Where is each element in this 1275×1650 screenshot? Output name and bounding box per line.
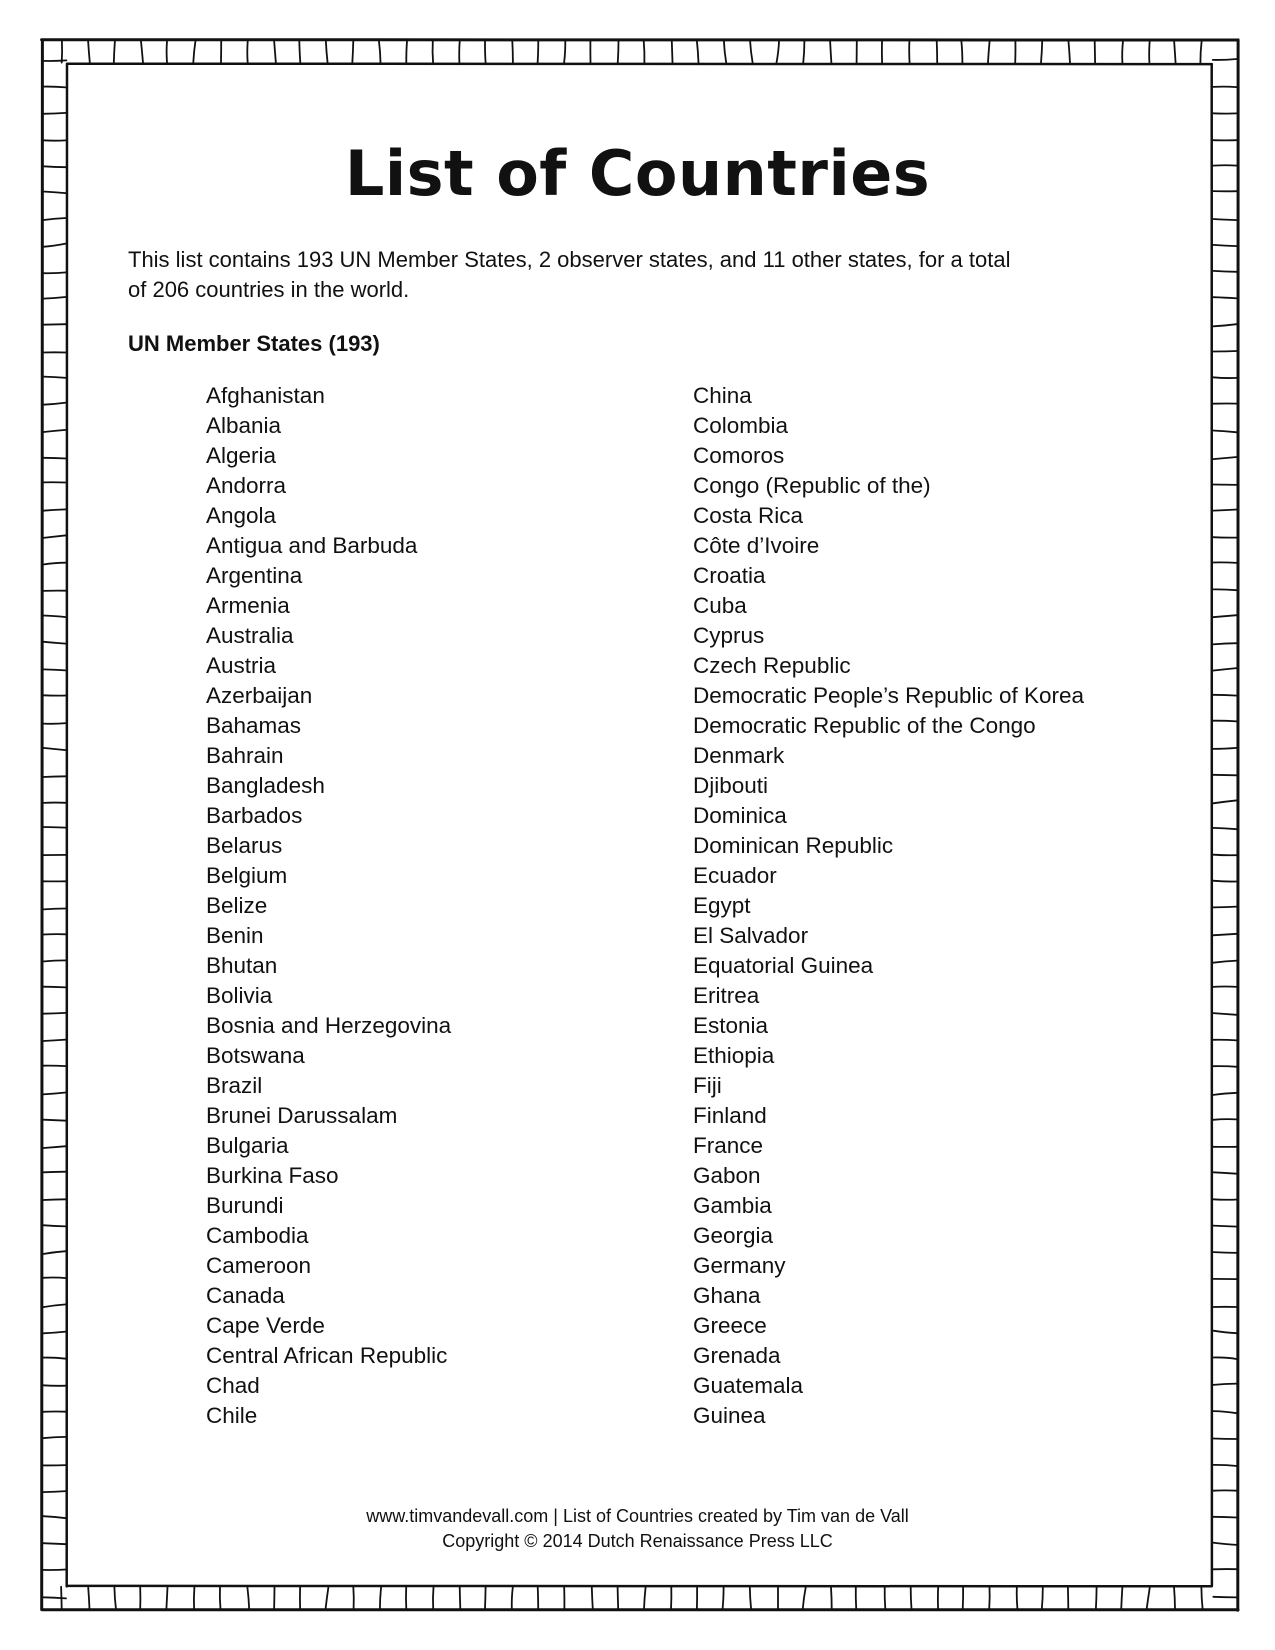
country-list-item: Argentina — [206, 563, 303, 588]
country-list-item: Cambodia — [206, 1223, 309, 1248]
country-list-item: Guinea — [693, 1403, 766, 1428]
footer-copyright: Copyright © 2014 Dutch Renaissance Press LLC — [442, 1531, 833, 1551]
country-list-item: Denmark — [693, 743, 785, 768]
intro-paragraph — [128, 245, 1058, 305]
country-list-item: Cyprus — [693, 623, 765, 648]
country-list-item: Bhutan — [206, 953, 278, 978]
country-list-item: Angola — [206, 503, 277, 528]
country-list-item: Gambia — [693, 1193, 772, 1218]
country-list-item: Australia — [206, 623, 294, 648]
country-list-item: Brunei Darussalam — [206, 1103, 398, 1128]
country-list-item: Costa Rica — [693, 503, 804, 528]
country-list-item: Ghana — [693, 1283, 761, 1308]
country-list-item: Canada — [206, 1283, 285, 1308]
country-list-item: Belize — [206, 893, 268, 918]
country-list-item: Austria — [206, 653, 277, 678]
country-list-item: Brazil — [206, 1073, 263, 1098]
country-list-item: Botswana — [206, 1043, 305, 1068]
country-list-item: Afghanistan — [206, 383, 325, 408]
country-list-item: Eritrea — [693, 983, 760, 1008]
country-list-item: Colombia — [693, 413, 789, 438]
country-list-item: Democratic People’s Republic of Korea — [693, 683, 1085, 708]
country-list-item: Antigua and Barbuda — [206, 533, 418, 558]
country-list-item: Benin — [206, 923, 264, 948]
country-list-item: Central African Republic — [206, 1343, 448, 1368]
country-list-item: Democratic Republic of the Congo — [693, 713, 1036, 738]
country-list-item: Djibouti — [693, 773, 769, 798]
country-list-item: Burundi — [206, 1193, 284, 1218]
country-list-item: Albania — [206, 413, 282, 438]
country-list-item: Bulgaria — [206, 1133, 289, 1158]
country-list-item: Gabon — [693, 1163, 761, 1188]
country-list-item: Burkina Faso — [206, 1163, 339, 1188]
country-list-item: Croatia — [693, 563, 766, 588]
country-list-item: Chad — [206, 1373, 260, 1398]
country-list-item: Egypt — [693, 893, 751, 918]
country-list-item: Grenada — [693, 1343, 781, 1368]
country-list-item: Barbados — [206, 803, 303, 828]
intro-line-2: of 206 countries in the world. — [128, 277, 410, 302]
country-list-item: Bangladesh — [206, 773, 325, 798]
page-title: List of Countries — [344, 137, 931, 210]
country-list-item: Bosnia and Herzegovina — [206, 1013, 452, 1038]
country-list-item: Comoros — [693, 443, 785, 468]
country-list-item: Estonia — [693, 1013, 769, 1038]
country-list-item: Finland — [693, 1103, 767, 1128]
country-list-item: Algeria — [206, 443, 277, 468]
country-list-item: Côte d’Ivoire — [693, 533, 820, 558]
country-list-item: Andorra — [206, 473, 287, 498]
country-list-item: Czech Republic — [693, 653, 851, 678]
country-list-item: France — [693, 1133, 764, 1158]
country-list-item: Dominican Republic — [693, 833, 894, 858]
country-list-item: Bolivia — [206, 983, 273, 1008]
country-list-item: Ethiopia — [693, 1043, 775, 1068]
country-list-item: Belgium — [206, 863, 288, 888]
intro-line-1: This list contains 193 UN Member States, 2 observer states, and 11 other states, for a total — [128, 247, 1011, 272]
country-list-item: Congo (Republic of the) — [693, 473, 931, 498]
country-list-item: Chile — [206, 1403, 258, 1428]
country-list-item: Cameroon — [206, 1253, 312, 1278]
country-list-item: Guatemala — [693, 1373, 804, 1398]
country-list-item: Ecuador — [693, 863, 777, 888]
country-list-item: El Salvador — [693, 923, 809, 948]
page-footer — [0, 1504, 1275, 1554]
country-list-item: Bahrain — [206, 743, 284, 768]
country-list-item: Bahamas — [206, 713, 302, 738]
section-heading: UN Member States (193) — [128, 331, 380, 356]
country-list-item: Cuba — [693, 593, 747, 618]
country-list-right-column — [693, 381, 1084, 1431]
country-list-item: Greece — [693, 1313, 767, 1338]
country-list-item: China — [693, 383, 752, 408]
country-list-item: Cape Verde — [206, 1313, 325, 1338]
country-list-item: Germany — [693, 1253, 786, 1278]
country-list-item: Georgia — [693, 1223, 774, 1248]
footer-credit: www.timvandevall.com | List of Countries created by Tim van de Vall — [366, 1506, 909, 1526]
country-list-item: Equatorial Guinea — [693, 953, 874, 978]
country-list-item: Belarus — [206, 833, 283, 858]
country-list-item: Azerbaijan — [206, 683, 313, 708]
country-list-item: Armenia — [206, 593, 290, 618]
country-list-item: Fiji — [693, 1073, 722, 1098]
country-list-left-column — [206, 381, 451, 1431]
country-list-item: Dominica — [693, 803, 787, 828]
